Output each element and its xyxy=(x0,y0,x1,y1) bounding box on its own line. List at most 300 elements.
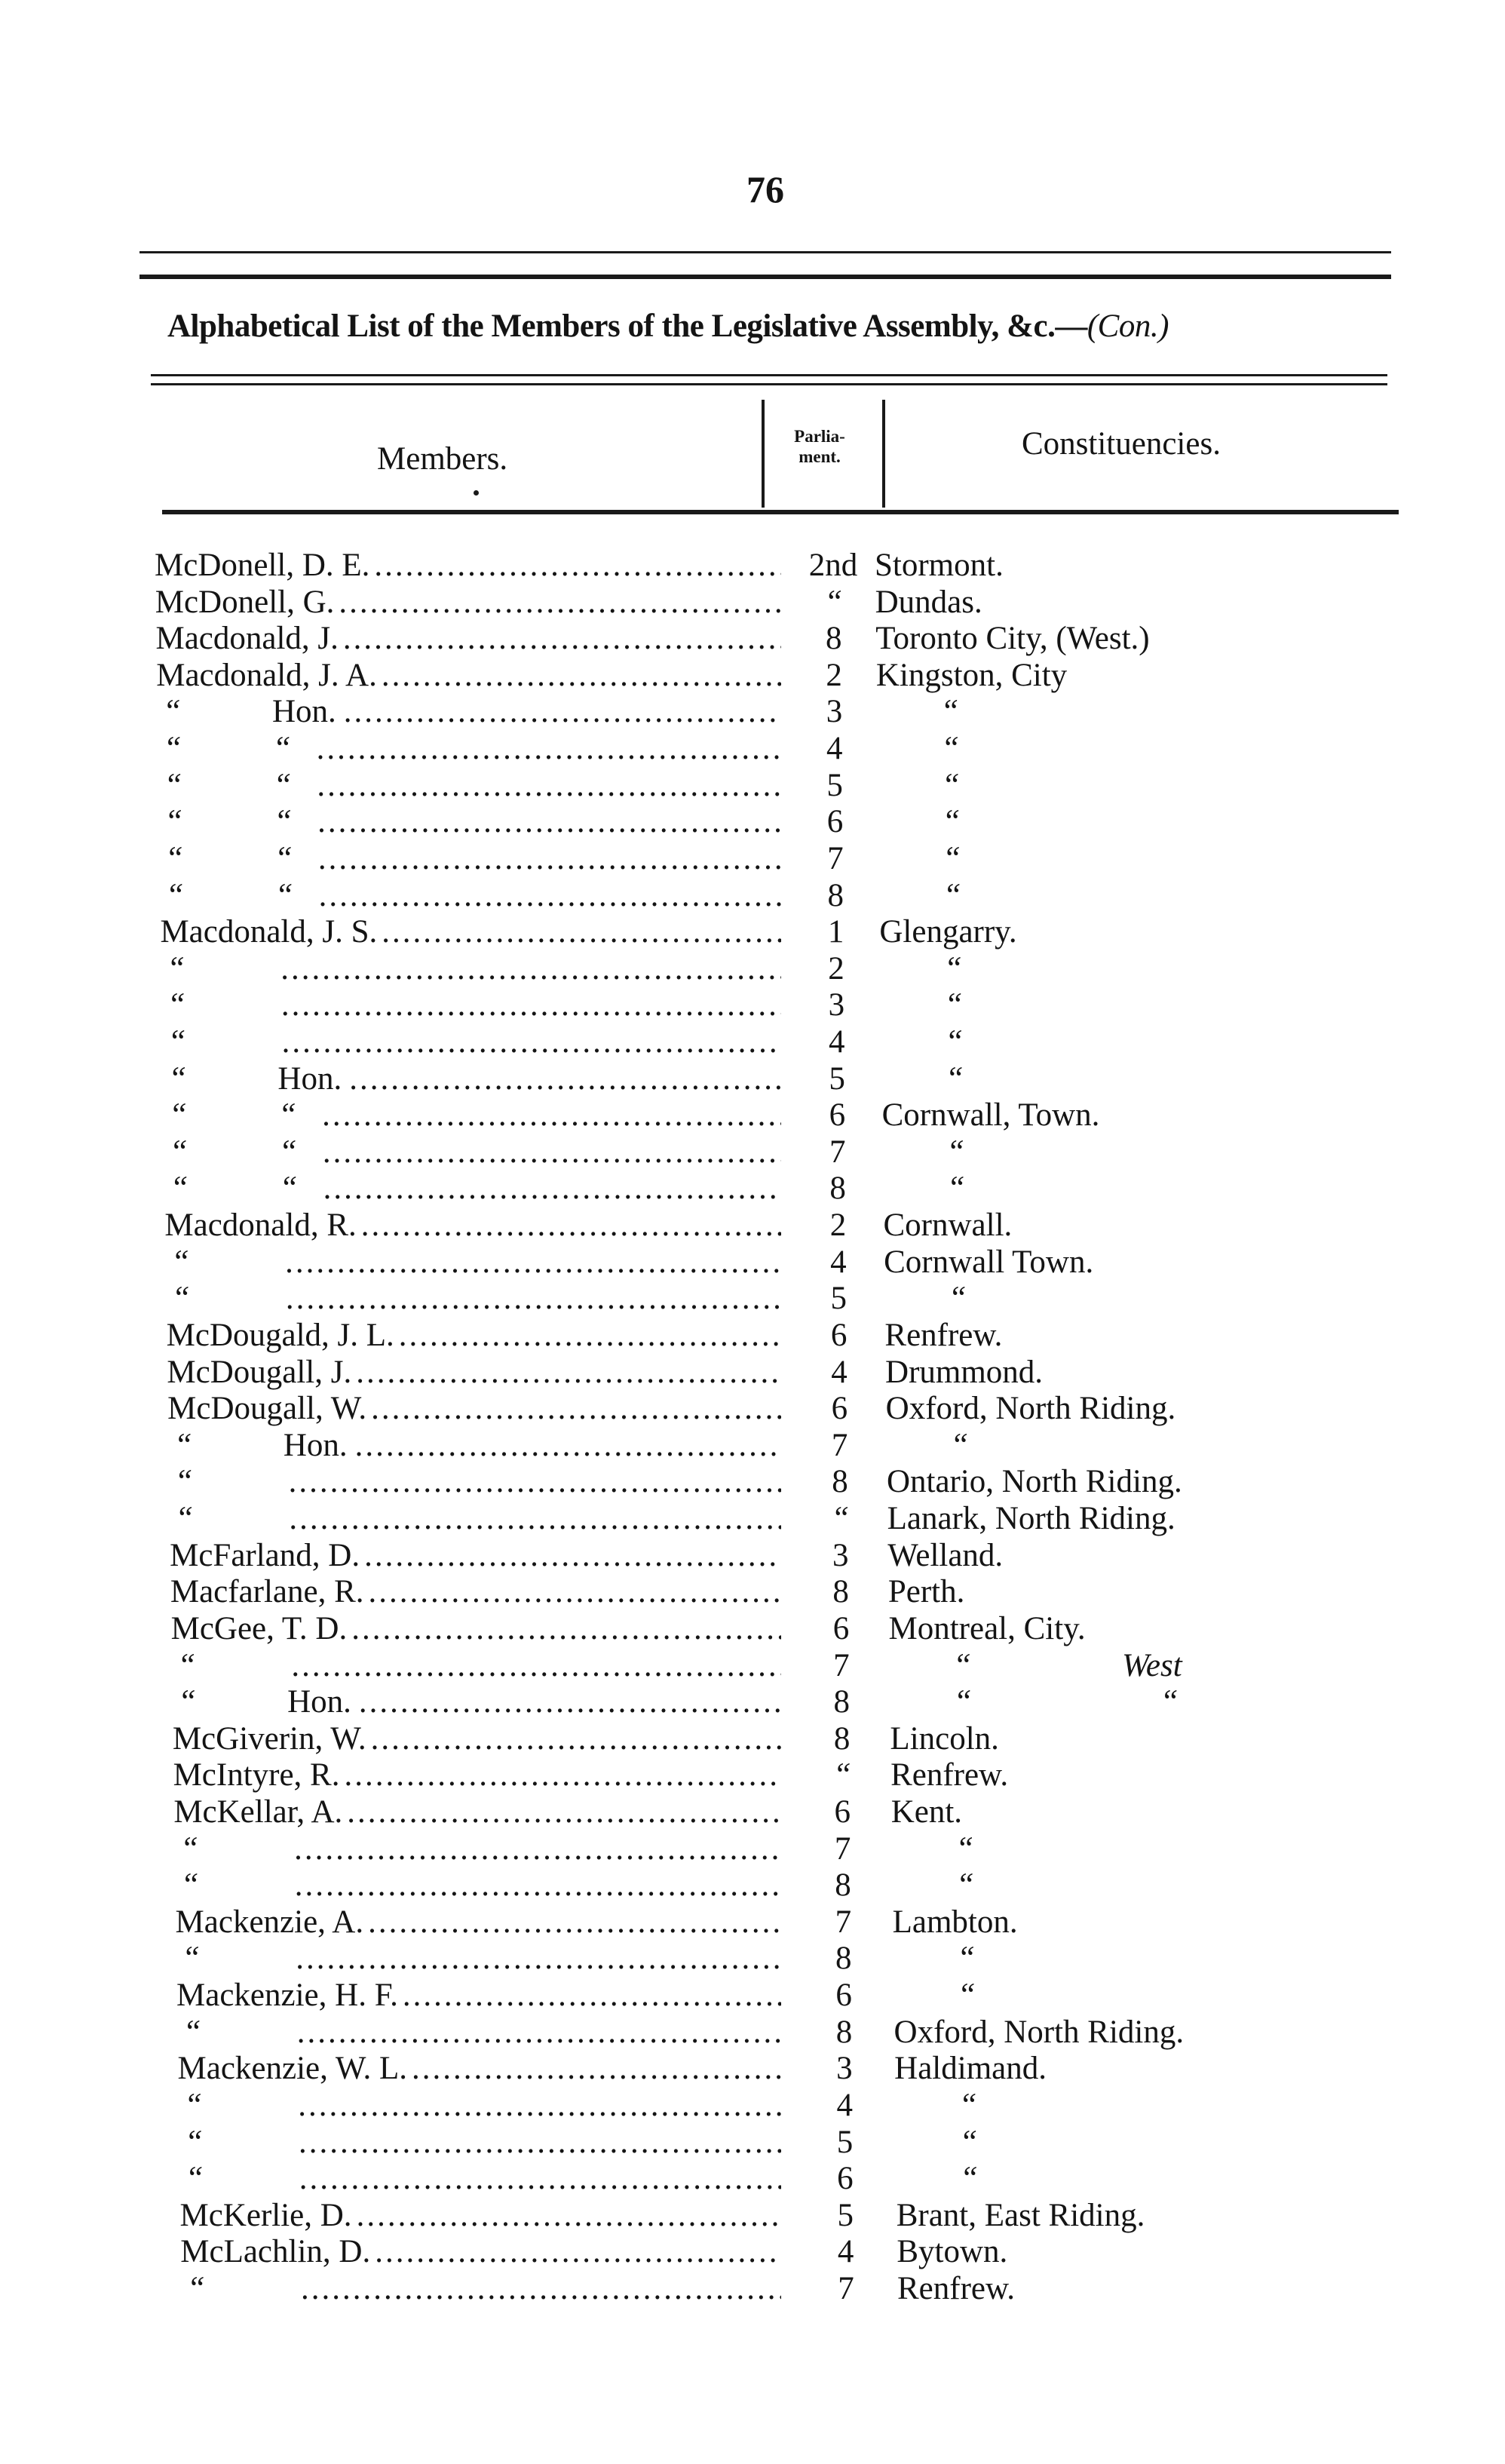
constituency-name: Kent. xyxy=(890,1794,963,1830)
constituency-name: Brant, East Riding. xyxy=(896,2197,1145,2233)
constituency-cell xyxy=(884,1317,1002,1355)
member-cell xyxy=(173,1720,781,1758)
column-divider-left xyxy=(762,400,765,508)
constituency-cell xyxy=(897,2197,1145,2235)
table-row xyxy=(0,2014,1505,2051)
member-name: “ xyxy=(174,1464,193,1500)
dot-leader xyxy=(317,1097,781,1134)
constituency-cell xyxy=(876,657,1067,695)
member-cell xyxy=(158,803,781,841)
constituency-cell xyxy=(892,1867,974,1904)
constituency-name: Glengarry. xyxy=(879,914,1017,950)
table-row xyxy=(0,1390,1505,1428)
table-row xyxy=(0,987,1505,1024)
member-name: McDougall, J. xyxy=(167,1354,352,1390)
member-name: Macdonald, J. S. xyxy=(160,914,378,950)
header-parliament-line1: Parlia- xyxy=(794,427,845,446)
constituency-cell xyxy=(888,1573,965,1611)
dot-leader xyxy=(290,1867,781,1904)
constituency-name: Toronto City, (West.) xyxy=(875,621,1150,657)
member-title: “ xyxy=(272,731,291,767)
parliament-cell: 7 xyxy=(834,1830,851,1867)
parliament-cell: 4 xyxy=(837,2234,854,2270)
constituency-cell xyxy=(877,693,959,731)
parliament-cell: 8 xyxy=(835,2014,853,2050)
parliament-cell: 6 xyxy=(835,1978,852,2014)
member-name: McLachlin, D. xyxy=(180,2234,371,2270)
top-rule-thin xyxy=(139,251,1391,253)
member-title: “ xyxy=(278,1134,297,1170)
parliament-cell: 5 xyxy=(830,1281,847,1317)
constituency-name: Welland. xyxy=(887,1537,1004,1573)
dot-leader xyxy=(377,657,781,695)
dot-leader xyxy=(345,1060,781,1098)
dot-leader xyxy=(287,1647,781,1685)
constituency-name: “ xyxy=(957,1941,976,1977)
member-cell xyxy=(164,1207,781,1244)
member-name: McDougall, W. xyxy=(167,1391,367,1427)
dot-leader xyxy=(398,1977,781,2014)
table-row xyxy=(0,877,1505,915)
header-rule-double-b xyxy=(151,383,1387,385)
member-cell xyxy=(171,1647,781,1685)
table-row xyxy=(0,1060,1505,1098)
parliament-cell: 3 xyxy=(828,987,845,1023)
page-title xyxy=(167,308,1389,345)
parliament-cell: 3 xyxy=(836,2051,853,2087)
dot-leader xyxy=(407,2050,781,2088)
constituency-name: Cornwall Town. xyxy=(884,1244,1094,1280)
table-row xyxy=(0,1207,1505,1244)
parliament-cell: 8 xyxy=(832,1574,849,1610)
member-cell xyxy=(158,767,781,805)
dot-leader xyxy=(290,1830,781,1868)
parliament-cell: 7 xyxy=(827,840,844,876)
parliament-cell: 2 xyxy=(828,950,844,987)
member-name: McDonell, G. xyxy=(155,584,335,620)
parliament-cell: 5 xyxy=(837,2197,854,2233)
constituency-name: “ xyxy=(945,1060,964,1097)
member-cell xyxy=(169,1463,781,1501)
parliament-cell: 3 xyxy=(832,1537,849,1573)
table-row xyxy=(0,840,1505,878)
member-name: “ xyxy=(164,804,183,840)
page-title-main: Alphabetical List of the Members of the Legislative Assembly, &c.— xyxy=(167,308,1087,344)
constituency-cell xyxy=(890,1720,999,1758)
constituency-name: “ xyxy=(941,731,960,767)
dot-leader xyxy=(295,2160,781,2198)
member-title: “ xyxy=(278,1097,297,1134)
member-name: “ xyxy=(164,767,182,803)
member-cell xyxy=(161,950,781,988)
constituency-cell xyxy=(875,620,1149,658)
parliament-cell: 8 xyxy=(835,1867,851,1904)
dot-leader xyxy=(334,584,781,621)
member-name: “ xyxy=(168,1060,187,1097)
constituency-name: “ xyxy=(941,767,960,803)
member-cell xyxy=(161,987,781,1024)
constituency-name: “ xyxy=(948,1281,967,1317)
member-name: “ xyxy=(163,731,182,767)
parliament-cell: “ xyxy=(824,584,843,620)
top-rule-thick xyxy=(139,275,1391,279)
dot-leader xyxy=(294,2124,781,2162)
constituency-name: “ xyxy=(955,1867,974,1904)
table-row xyxy=(0,1720,1505,1758)
member-title: “ xyxy=(279,1171,298,1207)
constituency-name: Dundas. xyxy=(875,584,982,620)
dot-leader xyxy=(370,2233,781,2271)
header-members: Members. xyxy=(377,441,508,477)
constituency-cell xyxy=(895,2124,977,2162)
parliament-cell: 4 xyxy=(831,1354,848,1390)
constituency-cell xyxy=(884,1280,967,1318)
parliament-cell: 2nd xyxy=(808,548,858,583)
member-cell xyxy=(158,730,781,768)
constituency-cell xyxy=(878,840,961,878)
constituency-name: Ontario, North Riding. xyxy=(886,1464,1182,1500)
constituency-cell xyxy=(885,1354,1043,1392)
parliament-cell: 6 xyxy=(831,1391,848,1427)
constituency-name: Lanark, North Riding. xyxy=(887,1501,1175,1537)
member-name: McKellar, A. xyxy=(173,1794,343,1830)
constituency-cell xyxy=(887,1463,1182,1501)
constituency-cell xyxy=(893,1904,1018,1941)
table-row xyxy=(0,1500,1505,1538)
member-cell xyxy=(166,1280,781,1318)
constituency-name: Haldimand. xyxy=(894,2051,1047,2087)
member-cell xyxy=(155,584,781,621)
member-name: “ xyxy=(167,950,185,987)
dot-leader xyxy=(366,1390,781,1428)
table-row xyxy=(0,1573,1505,1611)
table-row xyxy=(0,1647,1505,1685)
table-row xyxy=(0,2160,1505,2198)
constituency-name: Montreal, City. xyxy=(888,1610,1086,1646)
table-row xyxy=(0,803,1505,841)
member-name: “ xyxy=(178,1684,196,1720)
constituency-name: Renfrew. xyxy=(890,1757,1009,1794)
constituency-cell xyxy=(894,2050,1047,2088)
dot-leader xyxy=(364,1573,781,1611)
member-name: “ xyxy=(180,1867,199,1904)
member-cell xyxy=(170,1573,781,1611)
constituency-name: Drummond. xyxy=(885,1354,1044,1390)
dot-leader xyxy=(319,1170,781,1207)
constituency-name: Renfrew. xyxy=(884,1317,1003,1353)
constituency-cell xyxy=(897,2270,1015,2308)
parliament-cell: 6 xyxy=(829,1097,846,1134)
member-cell xyxy=(175,1867,781,1904)
parliament-cell: 7 xyxy=(831,1427,848,1463)
member-name: “ xyxy=(180,1830,198,1867)
member-name: “ xyxy=(165,877,184,913)
page-title-continued: (Con.) xyxy=(1087,308,1169,344)
dot-leader xyxy=(277,1023,781,1061)
parliament-cell: 7 xyxy=(838,2271,854,2306)
dot-leader xyxy=(314,877,781,915)
member-name: “ xyxy=(162,694,181,730)
table-row xyxy=(0,657,1505,695)
dot-leader xyxy=(394,1317,781,1355)
constituency-name: “ xyxy=(959,2124,978,2160)
member-title: “ xyxy=(274,877,293,913)
parliament-cell: 6 xyxy=(834,1794,851,1830)
dot-leader xyxy=(312,767,781,805)
table-row xyxy=(0,2087,1505,2125)
constituency-cell xyxy=(894,2014,1185,2051)
constituency-cell xyxy=(895,2087,977,2125)
member-cell xyxy=(177,2014,781,2051)
parliament-cell: 8 xyxy=(829,1171,846,1207)
constituency-name: “ xyxy=(943,840,961,876)
parliament-cell: 7 xyxy=(833,1647,850,1683)
member-name: McGee, T. D. xyxy=(170,1610,348,1646)
table-row xyxy=(0,1537,1505,1575)
member-name: “ xyxy=(187,2271,205,2306)
constituency-name: Renfrew. xyxy=(897,2271,1016,2306)
column-divider-right xyxy=(882,400,885,508)
constituency-name: Perth. xyxy=(887,1574,965,1610)
dot-leader xyxy=(352,2197,781,2235)
table-row xyxy=(0,547,1505,585)
parliament-cell: 7 xyxy=(835,1904,852,1940)
constituency-sub: “ xyxy=(1160,1684,1179,1720)
table-row xyxy=(0,1610,1505,1648)
member-name: “ xyxy=(167,987,185,1023)
parliament-cell: 8 xyxy=(827,877,844,913)
table-row xyxy=(0,730,1505,768)
dot-leader xyxy=(357,1207,781,1244)
table-row xyxy=(0,620,1505,658)
dot-leader xyxy=(280,1244,781,1281)
dot-leader xyxy=(339,693,781,731)
table-row xyxy=(0,1134,1505,1171)
table-row xyxy=(0,1317,1505,1355)
constituency-cell xyxy=(875,584,982,621)
table-row xyxy=(0,2124,1505,2162)
member-cell xyxy=(180,2233,781,2271)
constituency-cell xyxy=(878,803,960,841)
member-cell xyxy=(174,1830,781,1868)
parliament-cell: 4 xyxy=(836,2087,853,2123)
header-parliament xyxy=(766,426,873,467)
member-name: McGiverin, W. xyxy=(172,1720,366,1757)
constituency-name: Oxford, North Riding. xyxy=(893,2014,1185,2050)
parliament-cell: 5 xyxy=(836,2124,854,2160)
dot-leader xyxy=(339,1757,781,1794)
dot-leader xyxy=(351,1354,781,1392)
table-row xyxy=(0,2270,1505,2308)
member-cell xyxy=(155,620,781,658)
table-row xyxy=(0,1940,1505,1978)
member-name: “ xyxy=(169,1134,188,1170)
member-cell xyxy=(169,1500,781,1538)
member-cell xyxy=(181,2270,781,2308)
constituency-name: Oxford, North Riding. xyxy=(885,1391,1176,1427)
constituency-cell xyxy=(879,877,961,915)
constituency-name: “ xyxy=(958,2087,977,2123)
member-cell xyxy=(173,1794,781,1831)
header-rule-double-a xyxy=(151,374,1387,376)
constituency-name: “ xyxy=(953,1684,972,1720)
member-title: Hon. xyxy=(277,1060,342,1097)
member-cell xyxy=(162,1023,781,1061)
dot-leader xyxy=(276,950,781,988)
member-name: “ xyxy=(169,1097,188,1134)
member-name: Macdonald, R. xyxy=(164,1207,357,1244)
constituency-name: “ xyxy=(946,1171,965,1207)
member-cell xyxy=(167,1390,781,1428)
header-marker-dot xyxy=(474,490,479,496)
member-title: Hon. xyxy=(283,1427,348,1463)
member-cell xyxy=(162,1060,781,1098)
parliament-cell: 8 xyxy=(835,1941,852,1977)
parliament-cell: 6 xyxy=(832,1610,850,1646)
constituency-cell xyxy=(889,1647,1182,1685)
dot-leader xyxy=(281,1280,781,1318)
member-name: McDougald, J. L. xyxy=(166,1317,394,1353)
constituency-name: “ xyxy=(957,1978,976,2014)
parliament-cell: 5 xyxy=(826,767,843,803)
member-name: McFarland, D. xyxy=(170,1537,360,1573)
table-row xyxy=(0,1830,1505,1868)
table-row xyxy=(0,1427,1505,1465)
member-name: “ xyxy=(170,1171,189,1207)
member-title: Hon. xyxy=(287,1684,351,1720)
dot-leader xyxy=(284,1463,781,1501)
table-row xyxy=(0,1757,1505,1794)
member-name: McDonell, D. E. xyxy=(155,548,370,583)
member-cell xyxy=(180,2197,781,2235)
member-cell xyxy=(156,657,781,695)
constituency-cell xyxy=(884,1244,1093,1281)
member-name: Macfarlane, R. xyxy=(170,1574,364,1610)
table-row xyxy=(0,1244,1505,1281)
page-number: 76 xyxy=(746,168,784,210)
constituency-cell xyxy=(893,1977,976,2014)
member-name: “ xyxy=(185,2161,204,2197)
constituency-name: Lincoln. xyxy=(890,1720,999,1757)
member-name: Mackenzie, W. L. xyxy=(177,2051,408,2087)
table-row xyxy=(0,1280,1505,1318)
dot-leader xyxy=(296,2270,781,2308)
member-cell xyxy=(170,1537,781,1575)
member-cell xyxy=(178,2050,781,2088)
constituency-name: “ xyxy=(944,987,963,1023)
constituency-name: “ xyxy=(942,804,961,840)
member-cell xyxy=(159,840,781,878)
dot-leader xyxy=(342,1794,781,1831)
parliament-cell: 7 xyxy=(829,1134,846,1170)
dot-leader xyxy=(314,840,781,878)
dot-leader xyxy=(293,2014,781,2051)
member-title: “ xyxy=(274,840,293,876)
member-cell xyxy=(164,1170,781,1207)
parliament-cell: 6 xyxy=(826,804,844,840)
member-name: “ xyxy=(182,1941,201,1977)
member-cell xyxy=(168,1427,781,1465)
dot-leader xyxy=(312,730,781,768)
constituency-cell xyxy=(883,1207,1012,1244)
member-cell xyxy=(173,1757,781,1794)
constituency-cell xyxy=(886,1427,968,1465)
member-cell xyxy=(165,1244,781,1281)
table-row xyxy=(0,584,1505,621)
table-row xyxy=(0,1170,1505,1207)
table-row xyxy=(0,913,1505,951)
constituency-cell xyxy=(890,1757,1008,1794)
constituency-cell xyxy=(891,1794,962,1831)
table-row xyxy=(0,2233,1505,2271)
member-cell xyxy=(176,1977,781,2014)
member-name: Mackenzie, H. F. xyxy=(176,1978,398,2014)
member-name: Macdonald, J. xyxy=(155,621,339,657)
table-row xyxy=(0,2197,1505,2235)
dot-leader xyxy=(313,803,781,841)
constituency-cell xyxy=(881,1060,964,1098)
constituency-name: “ xyxy=(950,1427,969,1463)
member-cell xyxy=(167,1354,781,1392)
member-cell xyxy=(164,1134,781,1171)
constituency-cell xyxy=(879,913,1016,951)
constituency-name: “ xyxy=(943,877,961,913)
constituency-cell xyxy=(893,1940,975,1978)
member-cell xyxy=(167,1317,781,1355)
parliament-cell: 2 xyxy=(829,1207,847,1244)
member-name: “ xyxy=(184,2087,203,2123)
constituency-cell xyxy=(880,950,962,988)
table-row xyxy=(0,1867,1505,1904)
constituency-name: Cornwall, Town. xyxy=(881,1097,1100,1134)
constituency-cell xyxy=(881,987,963,1024)
dot-leader xyxy=(291,1940,781,1978)
parliament-cell: 8 xyxy=(833,1720,851,1757)
parliament-cell: 1 xyxy=(827,914,844,950)
constituency-cell xyxy=(883,1170,965,1207)
member-name: Macdonald, J. A. xyxy=(156,657,377,693)
parliament-cell: 4 xyxy=(826,731,843,767)
constituency-sub: West xyxy=(1122,1647,1182,1683)
table-row xyxy=(0,1097,1505,1134)
constituency-name: “ xyxy=(945,1024,964,1060)
parliament-cell: 8 xyxy=(833,1684,850,1720)
constituency-name: Kingston, City xyxy=(875,657,1068,693)
constituency-name: Stormont. xyxy=(875,548,1004,583)
member-cell xyxy=(179,2124,781,2162)
table-row xyxy=(0,1683,1505,1721)
member-cell xyxy=(178,2087,781,2125)
table-row xyxy=(0,1794,1505,1831)
parliament-cell: 4 xyxy=(828,1024,845,1060)
dot-leader xyxy=(318,1134,781,1171)
constituency-cell xyxy=(891,1830,973,1868)
member-cell xyxy=(172,1683,781,1721)
parliament-cell: 3 xyxy=(826,694,843,730)
dot-leader xyxy=(347,1610,781,1648)
table-row xyxy=(0,693,1505,731)
constituency-cell xyxy=(881,1023,963,1061)
member-name: “ xyxy=(167,1024,186,1060)
member-title: Hon. xyxy=(271,694,336,730)
constituency-name: “ xyxy=(946,1134,965,1170)
constituency-cell xyxy=(886,1390,1176,1428)
constituency-name: “ xyxy=(940,694,959,730)
dot-leader xyxy=(360,1537,781,1575)
header-constituencies: Constituencies. xyxy=(1022,426,1221,462)
member-name: McKerlie, D. xyxy=(179,2197,352,2233)
table-row xyxy=(0,950,1505,988)
